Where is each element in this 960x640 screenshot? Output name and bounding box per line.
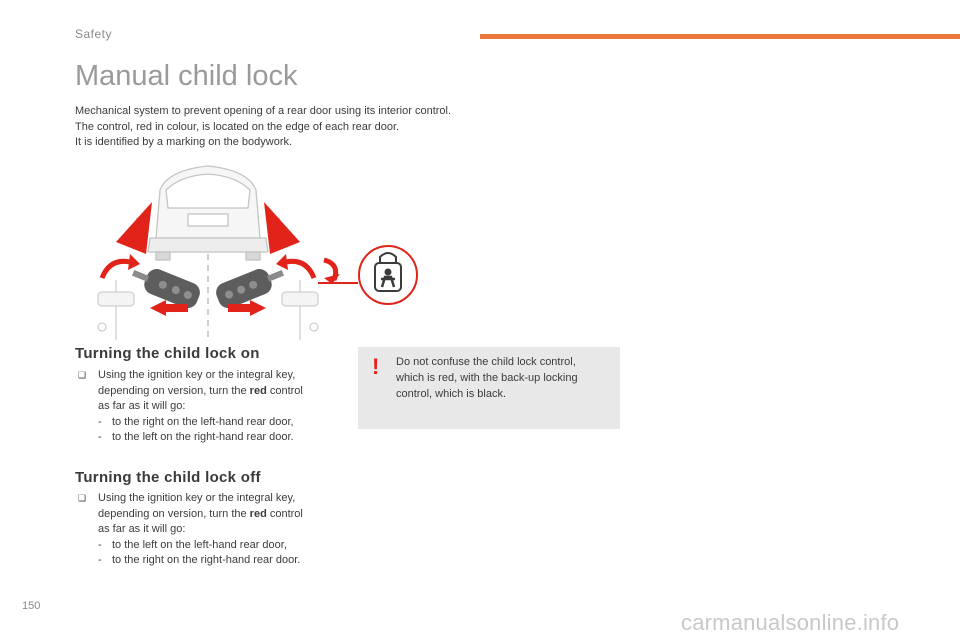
page-title: Manual child lock (75, 60, 298, 92)
warning-box (358, 347, 620, 429)
step-line: as far as it will go: (98, 523, 186, 535)
section-heading-turning-off: Turning the child lock off (75, 469, 261, 486)
list-item: - to the right on the left-hand rear door, (98, 415, 294, 428)
red-word: red (249, 507, 267, 520)
bullet-icon: ❑ (78, 370, 87, 380)
step-turning-on (78, 368, 348, 446)
watermark: carmanualsonline.info (681, 610, 900, 635)
header-accent-bar (480, 34, 960, 39)
list-item: - to the left on the right-hand rear door. (98, 431, 294, 443)
exclamation-icon: ! (372, 354, 380, 379)
step-turning-off (78, 491, 348, 569)
red-word: red (249, 384, 267, 397)
step-line: Using the ignition key or the integral key, (98, 492, 296, 504)
warning-line: which is red, with the back-up locking (396, 372, 578, 384)
intro-line-3: It is identified by a marking on the bodywork. (75, 136, 293, 148)
step-line: as far as it will go: (98, 400, 186, 412)
page-number: 150 (22, 600, 41, 612)
step-line: depending on version, turn the red control (98, 384, 303, 397)
step-line: Using the ignition key or the integral key, (98, 369, 296, 381)
step-line: depending on version, turn the red control (98, 507, 303, 520)
section-heading-turning-on: Turning the child lock on (75, 345, 260, 362)
list-item: - to the right on the right-hand rear door. (98, 554, 301, 566)
intro-text (75, 104, 635, 151)
intro-line-1: Mechanical system to prevent opening of a rear door using its interior control. (75, 105, 452, 117)
child-lock-symbol-icon (356, 243, 420, 307)
warning-text (396, 354, 611, 402)
section-label: Safety (75, 27, 113, 41)
connector-line (318, 282, 358, 284)
list-item: - to the left on the left-hand rear door, (98, 538, 287, 551)
intro-line-2: The control, red in colour, is located on the edge of each rear door. (75, 120, 400, 133)
bullet-icon: ❑ (78, 493, 87, 503)
warning-line: control, which is black. (396, 388, 507, 400)
warning-line: Do not confuse the child lock control, (396, 356, 576, 368)
